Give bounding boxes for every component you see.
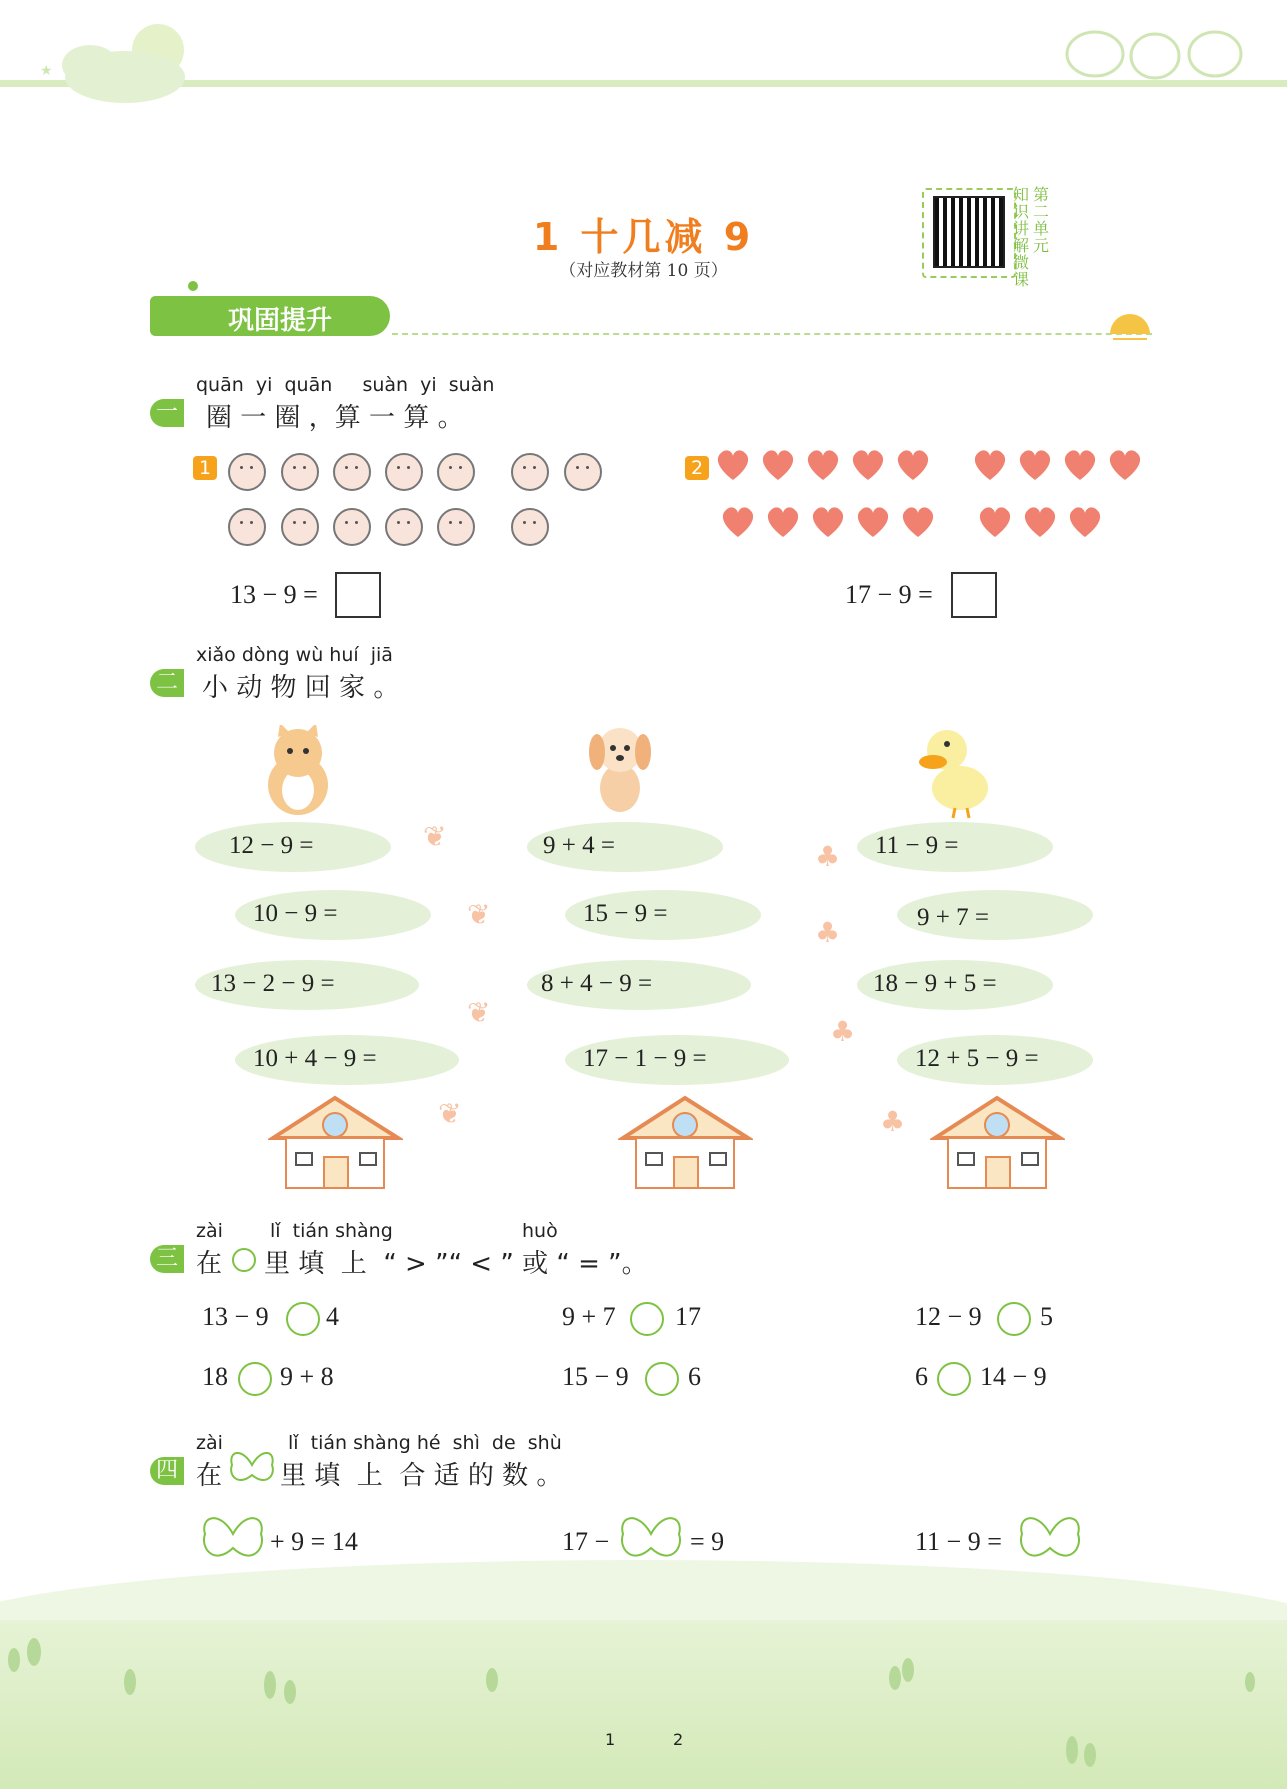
q4-instruction-pre: 在 [196, 1461, 223, 1491]
compare-circle[interactable] [997, 1302, 1031, 1336]
q2-pinyin: xiǎo dòng wù huí jiā [196, 644, 393, 666]
equation-oval[interactable] [195, 960, 419, 1010]
heart-icon [858, 507, 888, 537]
compare-left: 12 − 9 [915, 1302, 982, 1331]
heart-icon [1025, 507, 1055, 537]
duck-footprint-icon: ♣ [815, 916, 841, 949]
house-icon[interactable] [268, 1093, 403, 1193]
equation-oval[interactable] [235, 1035, 459, 1085]
paw-icon: ❦ [467, 898, 491, 931]
section-banner-label: 巩固提升 [228, 306, 333, 336]
butterfly-answer-box[interactable] [200, 1508, 266, 1570]
section-divider [392, 333, 1152, 335]
equation-text: 10 − 9 = [253, 900, 338, 927]
compare-left: 13 − 9 [202, 1302, 269, 1331]
compare-right: 4 [326, 1302, 339, 1331]
q3-pinyin-rest: lǐ tián shàng [270, 1220, 393, 1242]
compare-circle[interactable] [286, 1302, 320, 1336]
equation-oval[interactable] [565, 1035, 789, 1085]
equation-text: 12 − 9 = [229, 832, 314, 859]
house-icon[interactable] [618, 1093, 753, 1193]
compare-right: 6 [688, 1362, 701, 1391]
equation-oval[interactable] [527, 960, 751, 1010]
smiley-face[interactable] [228, 453, 266, 491]
duck-footprint-icon: ♣ [880, 1105, 906, 1138]
q3-pinyin-zai: zài [196, 1220, 223, 1242]
equation-oval[interactable] [565, 890, 761, 940]
q2-number: 二 [150, 669, 184, 697]
heart-icon [903, 507, 933, 537]
q4-number: 四 [150, 1457, 184, 1485]
trees-decoration [0, 1630, 1287, 1780]
equation-text: 9 + 7 = [917, 904, 989, 931]
equation-oval[interactable] [897, 890, 1093, 940]
equation-oval[interactable] [527, 822, 723, 872]
q3-instruction-pre: 在 [196, 1249, 223, 1279]
q4-pinyin-zai: zài [196, 1432, 223, 1454]
q1-part1-equation: 13 − 9 = [230, 580, 318, 609]
butterfly-answer-box[interactable] [1017, 1508, 1083, 1570]
page-title: 1 十几减 9 [532, 215, 755, 259]
heart-icon [763, 450, 793, 480]
smiley-face[interactable] [437, 453, 475, 491]
compare-right: 9 + 8 [280, 1362, 334, 1391]
answer-box[interactable] [335, 572, 381, 618]
compare-right: 14 − 9 [980, 1362, 1047, 1391]
compare-left: 15 − 9 [562, 1362, 629, 1391]
q3-number: 三 [150, 1245, 184, 1273]
smiley-face[interactable] [333, 453, 371, 491]
compare-circle[interactable] [238, 1362, 272, 1396]
equation-oval[interactable] [857, 960, 1053, 1010]
q2-instruction: 小 动 物 回 家 。 [202, 673, 400, 703]
smiley-face[interactable] [385, 453, 423, 491]
equation-oval[interactable] [195, 822, 391, 872]
duck-footprint-icon: ♣ [830, 1015, 856, 1048]
equation-part: 17 − [562, 1527, 610, 1556]
compare-right: 5 [1040, 1302, 1053, 1331]
q1-part1-badge: 1 [193, 456, 217, 480]
answer-box[interactable] [951, 572, 997, 618]
q4-pinyin-rest: lǐ tián shàng hé shì de shù [288, 1432, 562, 1454]
smiley-face[interactable] [281, 508, 319, 546]
hearts-group [715, 448, 1155, 548]
q1-pinyin: quān yi quān suàn yi suàn [196, 374, 495, 396]
q1-number: 一 [150, 399, 184, 427]
heart-icon [853, 450, 883, 480]
equation-text: 9 + 4 = [543, 832, 615, 859]
equation-text: 8 + 4 − 9 = [541, 970, 653, 997]
cloud-sun-decoration [20, 5, 210, 115]
equation-oval[interactable] [235, 890, 431, 940]
house-icon[interactable] [930, 1093, 1065, 1193]
equation-text: 17 − 1 − 9 = [583, 1045, 707, 1072]
heart-icon [1110, 450, 1140, 480]
equation-oval[interactable] [857, 822, 1053, 872]
butterfly-icon [228, 1445, 276, 1491]
equation-text: 13 − 2 − 9 = [211, 970, 335, 997]
compare-right: 17 [675, 1302, 701, 1331]
compare-circle[interactable] [630, 1302, 664, 1336]
heart-icon [980, 507, 1010, 537]
compare-circle[interactable] [645, 1362, 679, 1396]
paw-icon: ❦ [438, 1097, 462, 1130]
cat-icon [250, 725, 340, 820]
q1-part2-equation: 17 − 9 = [845, 580, 933, 609]
smiley-face[interactable] [511, 508, 549, 546]
sunset-icon [1105, 306, 1155, 346]
smiley-face[interactable] [281, 453, 319, 491]
q1-instruction: 圈 一 圈 ，算 一 算 。 [206, 403, 464, 433]
qr-caption-2: 第二单元 [1033, 185, 1050, 255]
compare-left: 6 [915, 1362, 928, 1391]
page-number-left: 1 [605, 1730, 616, 1749]
duck-footprint-icon: ♣ [815, 840, 841, 873]
q1-part2-badge: 2 [685, 456, 709, 480]
smiley-face[interactable] [437, 508, 475, 546]
heart-icon [768, 507, 798, 537]
svg-text:★: ★ [40, 63, 53, 79]
animal-faces-decoration [1060, 22, 1250, 82]
equation-part: 11 − 9 = [915, 1527, 1002, 1556]
compare-circle[interactable] [937, 1362, 971, 1396]
heart-icon [898, 450, 928, 480]
equation-part: + 9 = 14 [270, 1527, 358, 1556]
compare-left: 9 + 7 [562, 1302, 616, 1331]
q4-instruction: 里 填 上 合 适 的 数 。 [280, 1461, 563, 1491]
page-subtitle: （对应教材第 10 页） [559, 261, 728, 281]
page-number-right: 2 [673, 1730, 684, 1749]
equation-text: 10 + 4 − 9 = [253, 1045, 377, 1072]
heart-icon [1070, 507, 1100, 537]
smiley-face[interactable] [511, 453, 549, 491]
duckling-icon [915, 720, 995, 820]
q3-instruction: 里 填 上 “ > ”“ < ” 或 “ = ”。 [264, 1249, 648, 1279]
equation-oval[interactable] [897, 1035, 1093, 1085]
smiley-face[interactable] [564, 453, 602, 491]
qr-caption-1: 知识讲解微课 [1013, 185, 1030, 289]
equation-text: 18 − 9 + 5 = [873, 970, 997, 997]
smiley-face[interactable] [333, 508, 371, 546]
heart-icon [975, 450, 1005, 480]
qr-code[interactable] [933, 196, 1005, 268]
paw-icon: ❦ [467, 996, 491, 1029]
equation-text: 15 − 9 = [583, 900, 668, 927]
heart-icon [723, 507, 753, 537]
paw-icon: ❦ [423, 820, 447, 853]
equation-text: 12 + 5 − 9 = [915, 1045, 1039, 1072]
heart-icon [1020, 450, 1050, 480]
equation-part: = 9 [690, 1527, 725, 1556]
smiley-face[interactable] [385, 508, 423, 546]
q3-pinyin-huo: huò [522, 1220, 558, 1242]
heart-icon [813, 507, 843, 537]
circle-symbol-icon [232, 1248, 256, 1272]
heart-icon [808, 450, 838, 480]
dog-icon [585, 722, 655, 814]
heart-icon [1065, 450, 1095, 480]
compare-left: 18 [202, 1362, 228, 1391]
smiley-face[interactable] [228, 508, 266, 546]
heart-icon [718, 450, 748, 480]
equation-text: 11 − 9 = [875, 832, 959, 859]
